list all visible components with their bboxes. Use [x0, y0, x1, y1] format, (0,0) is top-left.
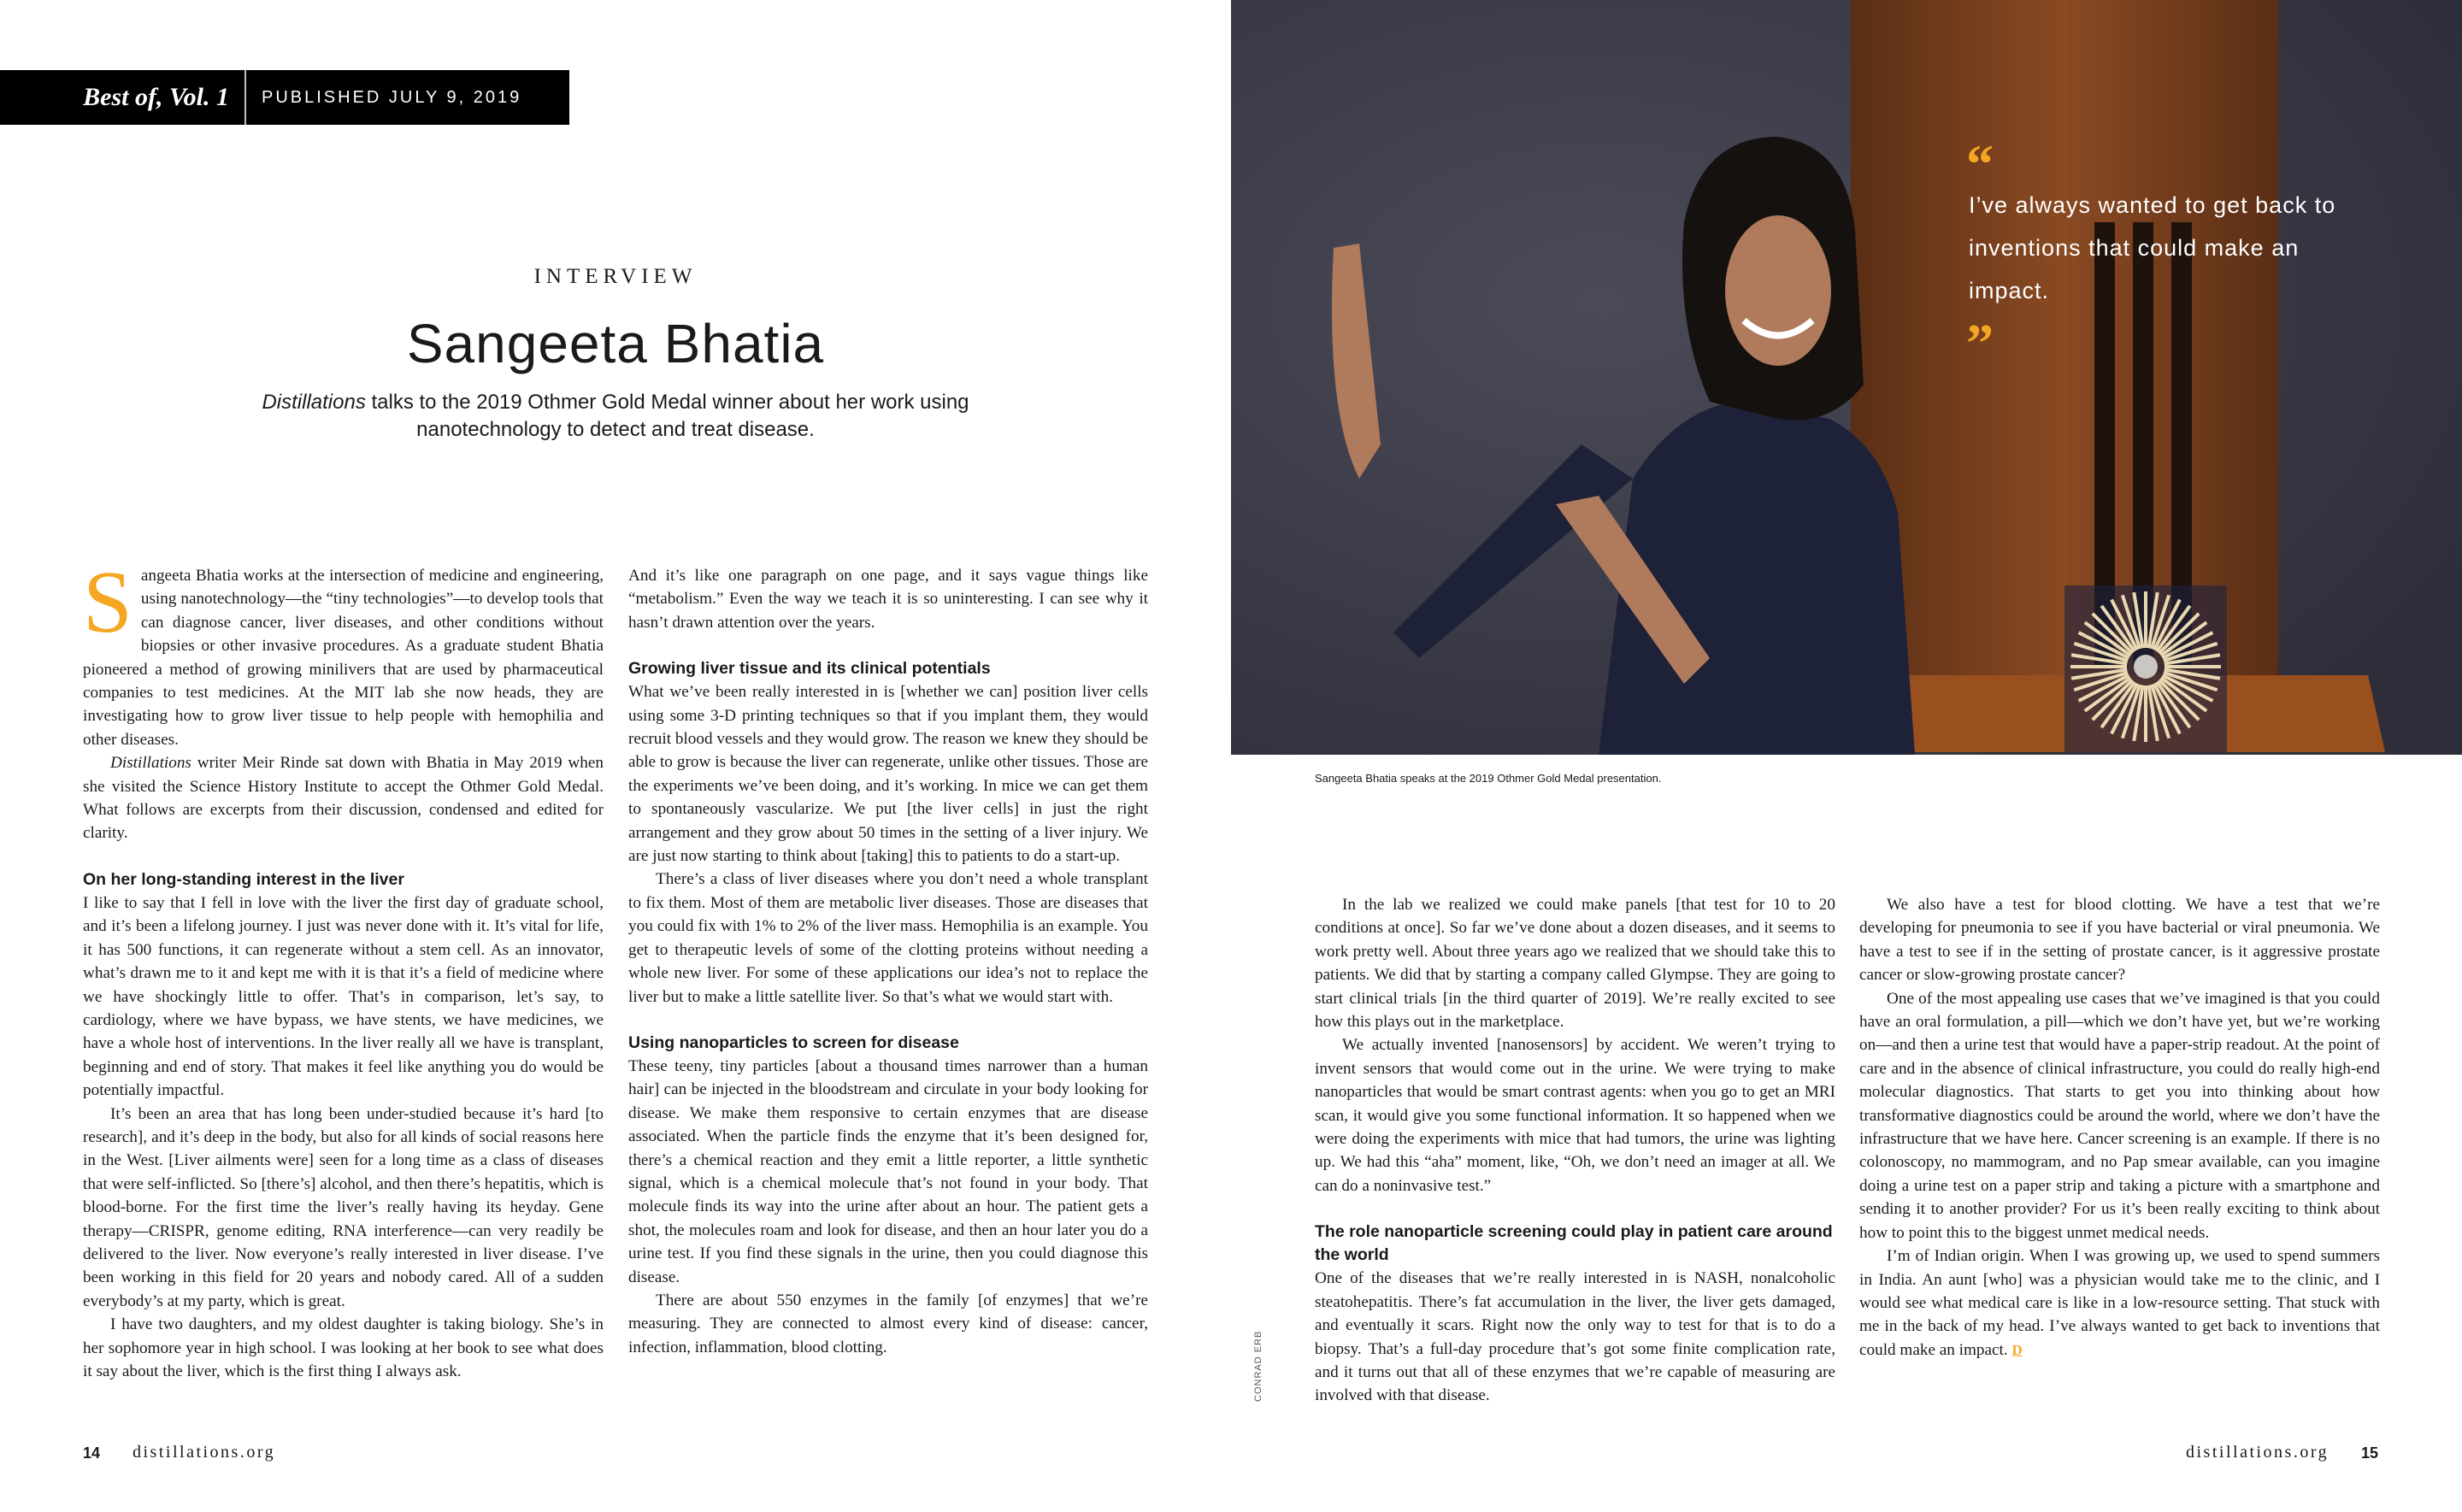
- section-heading: Growing liver tissue and its clinical potentials: [628, 659, 991, 679]
- page-number-left: 14: [83, 1444, 101, 1462]
- body-paragraph: I like to say that I fell in love with the liver the first day of graduate school, and it’s been a lifelong journey. I just was never done with it. It’s vital for life, it has 500 functions, it can regenerate without a stem cell. As an innovator, what’s drawn me to it and kept me with it is that it’s a field of medicine where we have shockingly little to offer. That’s in comparison, let’s say, to cardiology, where we have bypass, we have stents, we have medicines, we have a whole host of interventions. In the liver really all we have is transplant, beginning and end of story. That makes it feel like anything you do would be potentially impactful.: [83, 893, 604, 1100]
- body-paragraph: What we’ve been really interested in is [whether we can] position liver cells using some 3-D printing techniques so that if you implant them, they would recruit blood vessels and they would grow. The reason we knew they should be able to grow is because the liver can regenerate, unlike other tissues. Those are the experiments we’ve been doing, and it’s working. In mice we can get them to spontaneously vascularize. We put [the liver cells] in just the right arrangement and they grow about 50 times in the setting of a liver injury. We are just now starting to think about [taking] this to patients to do a start-up.: [628, 683, 1148, 866]
- body-paragraph-continued: And it’s like one paragraph on one page, and it says vague things like “metabolism.” Even the way we teach it is so uninteresting. I can see why it hasn’t drawn attention over the years.: [628, 567, 1148, 632]
- site-url-right: distillations.org: [2186, 1443, 2329, 1462]
- site-url-left: distillations.org: [133, 1443, 276, 1462]
- column-2: [628, 564, 1148, 1359]
- column-4: [1859, 893, 2380, 1362]
- column-1: [83, 553, 604, 1383]
- speaker-photo: [1231, 0, 2462, 755]
- article-kicker: INTERVIEW: [533, 265, 698, 288]
- body-paragraph: One of the most appealing use cases that we’ve imagined is that you could have an oral formulation, a pill—which we don’t have yet, but we’re working on—and then a urine test that would have a paper-strip readout. At the point of care and in the absence of clinical infrastructure, you could do really high-end molecular diagnostics. That starts to get you into thinking about how transformative diagnostics could be around the world, where we don’t have the infrastructure that we have here. Cancer screening is an example. If there is no colonoscopy, no mammogram, and no Pap smear available, can you imagine doing a urine test on a paper strip and taking a picture with a smartphone and sending it to another provider? For us it’s been really exciting to think about how to point this to the biggest unmet medical needs.: [1859, 989, 2380, 1242]
- speaker-face: [1725, 215, 1831, 366]
- dek-publication: Distillations: [262, 391, 366, 414]
- photo-caption: Sangeeta Bhatia speaks at the 2019 Othmer Gold Medal presentation.: [1315, 772, 1662, 785]
- page-number-right: 15: [2361, 1444, 2379, 1462]
- column-3: [1315, 893, 1835, 1408]
- body-paragraph: We also have a test for blood clotting. We have a test that we’re developing for pneumonia to see if you have bacterial or viral pneumonia. We have a test to see if in the setting of prostate cancer, is it aggressive prostate cancer or slow-growing prostate cancer?: [1859, 896, 2380, 985]
- article-dek: [248, 389, 983, 444]
- section-heading: Using nanoparticles to screen for disease: [628, 1033, 959, 1052]
- series-label: Best of, Vol. 1: [83, 83, 229, 111]
- emblem-center: [2134, 655, 2158, 679]
- quote-open-icon: “: [1966, 133, 1994, 194]
- section-heading: The role nanoparticle screening could play in patient care around the world: [1315, 1222, 1833, 1265]
- body-paragraph: These teeny, tiny particles [about a thousand times narrower than a human hair] can be injected in the bloodstream and circulate in your body looking for disease. We make them responsive to certain enzymes that are disease associated. When the particle finds the enzyme that it’s been designed for, there’s a chemical reaction and they emit a little reporter, a little synthetic signal, which is a chemical molecule that’s not found in your body. That molecule finds its way into the urine after about an hour. The patient gets a shot, the molecules roam and look for disease, and then an hour later you do a urine test. If you find these signals in the urine, then you could diagnose this disease.: [628, 1056, 1148, 1286]
- body-paragraph: We actually invented [nanosensors] by accident. We weren’t trying to invent sensors that would come out in the urine. We were trying to make nanoparticles that would be smart contrast agents: when you go to get an MRI scan, it would give you some functional information. It so happened when we were doing the experiments with mice that had tumors, the urine was lighting up. We had this “aha” moment, like, “Oh, we don’t need an imager at all. We can do a noninvasive test.”: [1315, 1036, 1835, 1195]
- body-paragraph: It’s been an area that has long been under-studied because it’s hard [to research], and it’s deep in the body, but also for all kinds of social reasons here in the West. [Liver ailments were] seen for a long time as a class of diseases that were self-inflicted. So [there’s] alcohol, and then there’s hepatitis, which is blood-borne. For the first time the liver’s really having its heyday. Gene therapy—CRISPR, genome editing, RNA interference—can very readily be delivered to the liver. Now everyone’s really interested in liver disease. I’ve been working in this field for 20 years and nobody cared. All of a sudden everybody’s at my party, which is great.: [83, 1104, 604, 1310]
- issue-badge: [0, 70, 569, 125]
- dek-text: talks to the 2019 Othmer Gold Medal winner about her work using nanotechnology to detect and treat disease.: [365, 391, 969, 441]
- pull-quote: I’ve always wanted to get back to inventions that could make an impact.: [1969, 192, 2336, 303]
- end-mark-icon: D: [2011, 1341, 2023, 1358]
- body-paragraph: One of the diseases that we’re really interested in is NASH, nonalcoholic steatohepatitis. There’s fat accumulation in the liver, the liver gets damaged, and eventually it scars. Right now the only way to test for that is to do a biopsy. That’s a full-day procedure that’s got some finite complication rate, and it turns out that all of these enzymes that we’re capable of measuring are involved with that disease.: [1315, 1269, 1835, 1405]
- body-paragraph: There are about 550 enzymes in the family [of enzymes] that we’re measuring. They are connected to almost every kind of disease: cancer, infection, inflammation, blood clotting.: [628, 1291, 1148, 1356]
- body-paragraph: I have two daughters, and my oldest daughter is taking biology. She’s in her sophomore year in high school. I was looking at her book to see what does it say about the liver, which is the first thing I always ask.: [83, 1315, 604, 1380]
- quote-close-icon: ”: [1966, 313, 1994, 374]
- published-date: PUBLISHED JULY 9, 2019: [262, 87, 522, 107]
- intro-paragraph: Sangeeta Bhatia works at the intersection of medicine and engineering, using nanotechnology—the “tiny technologies”—to develop tools that can diagnose cancer, liver diseases, and other conditions without biopsies or other invasive procedures. As a graduate student Bhatia pioneered a method of growing minilivers that are used by pharmaceutical companies to test medicines. At the MIT lab she now heads, they are investigating how to grow liver tissue to help people with hemophilia and other diseases.: [83, 553, 604, 749]
- podium-starburst-emblem: [2060, 581, 2231, 752]
- body-paragraph: I’m of Indian origin. When I was growing up, we used to spend summers in India. An aunt [who] was a physician would take me to the clinic, and I would see what medical care is like in a low-resource setting. That stuck with me in the back of my head. I’ve always wanted to get back to inventions that could make an impact. D: [1859, 1247, 2380, 1359]
- article-title: Sangeeta Bhatia: [406, 313, 825, 374]
- drop-cap: S: [83, 553, 133, 651]
- body-paragraph: There’s a class of liver diseases where you don’t need a whole transplant to fix them. Most of them are metabolic liver diseases. Those are diseases that you could fix with 1% to 2% of the liver mass. Hemophilia is an example. You get to therapeutic levels of some of the clotting proteins without needing a whole new liver. For some of these applications our idea’s not to replace the liver but to make a little satellite liver. So that’s what we would start with.: [628, 870, 1148, 1006]
- photo-illustration: [1231, 0, 2462, 755]
- section-heading: On her long-standing interest in the liver: [83, 869, 404, 889]
- intro-paragraph-2: Distillations writer Meir Rinde sat down with Bhatia in May 2019 when she visited the Science History Institute to accept the Othmer Gold Medal. What follows are excerpts from their discussion, condensed and edited for clarity.: [83, 754, 604, 843]
- photo-credit: CONRAD ERB: [1253, 1330, 1263, 1402]
- body-paragraph: In the lab we realized we could make panels [that test for 10 to 20 conditions at once]. So far we’ve done about a dozen diseases, and it seems to work pretty well. About three years ago we realized that we should take this to patients. We did that by starting a company called Glympse. They are going to start clinical trials [in the third quarter of 2019]. We’re really excited to see how this plays out in the marketplace.: [1315, 896, 1835, 1032]
